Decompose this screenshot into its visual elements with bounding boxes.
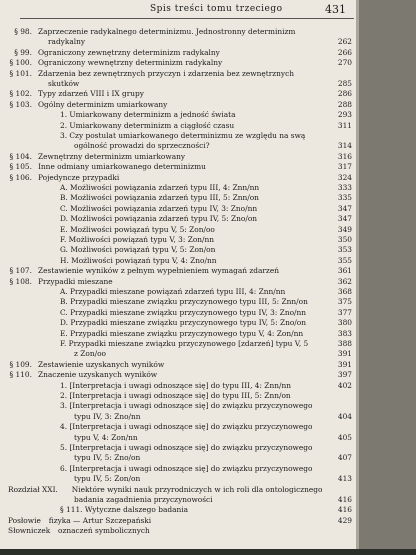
entry-title: typu IV, 3: Zno/nn: [74, 411, 141, 421]
entry-title: 3. Czy postulat umiarkowanego determinizmu ze względu na swą: [60, 131, 306, 140]
entry-title: C. Przypadki mieszane związku przyczynowego typu IV, 3: Zno/nn: [60, 307, 307, 317]
section-label: § 104.: [9, 151, 32, 161]
section-label: Słowniczek: [8, 526, 51, 536]
page-ref: 288: [337, 99, 352, 109]
page-ref: 311: [337, 120, 352, 130]
section-label: § 110.: [9, 370, 32, 380]
page-ref: 350: [337, 235, 352, 244]
page-ref: 413: [337, 474, 352, 484]
page-ref: 429: [337, 515, 352, 525]
page-ref: 270: [337, 58, 352, 68]
entry-title: fizyka — Artur Szczepański: [48, 515, 152, 525]
page-ref: 316: [337, 151, 352, 161]
section-label: § 103.: [9, 99, 32, 109]
entry-title: Inne odmiany umiarkowanego determinizmu: [38, 162, 206, 172]
entry-title: oznaczeń symbolicznych: [58, 526, 150, 536]
entry-title: z Zon/oo: [74, 349, 106, 359]
page-number: 431: [325, 3, 346, 16]
entry-title: B. Możliwości powiązania zdarzeń typu III, 5: Znn/on: [60, 193, 259, 203]
entry-title: Ogólny determinizm umiarkowany: [38, 99, 168, 109]
section-label: Posłowie: [8, 515, 41, 525]
header-rule: [20, 18, 354, 19]
page-ref: 377: [337, 307, 352, 317]
entry-title: 4. [Interpretacja i uwagi odnoszące się] do związku przyczynowego: [60, 422, 313, 432]
entry-title: B. Przypadki mieszane związku przyczynowego typu III, 5: Znn/on: [60, 297, 308, 307]
entry-title: H. Możliwości powiązań typu V, 4: Zno/nn: [60, 255, 217, 265]
page-ref: 361: [337, 266, 352, 276]
section-label: § 109.: [9, 359, 32, 369]
entry-title: Ograniczony zewnętrzny determinizm radykalny: [38, 47, 220, 57]
entry-title: 1. [Interpretacja i uwagi odnoszące się] do typu III, 4: Znn/nn: [60, 380, 291, 390]
entry-title: 6. [Interpretacja i uwagi odnoszące się] do związku przyczynowego: [60, 463, 313, 473]
entry-title: F. Przypadki mieszane związku przyczynowego [zdarzeń] typu V, 5: [60, 339, 309, 348]
entry-title: 3. [Interpretacja i uwagi odnoszące się] do związku przyczynowego: [60, 401, 313, 411]
entry-title: skutków: [48, 79, 80, 88]
entry-title: Typy zdarzeń VIII i IX grupy: [38, 89, 144, 99]
section-label: Rozdział XXI.: [8, 484, 58, 494]
page-ref: 416: [337, 495, 352, 504]
entry-title: typu V, 4: Zon/nn: [74, 432, 138, 442]
section-label: § 99.: [14, 47, 32, 57]
entry-title: Niektóre wyniki nauk przyrodniczych w ich roli dla ontologicznego: [71, 484, 323, 494]
page-ref: 355: [337, 255, 352, 265]
running-title: Spis treści tomu trzeciego: [150, 4, 283, 14]
entry-title: F. Możliwości powiązań typu V, 3: Zon/nn: [60, 235, 215, 244]
page-ref: 397: [337, 370, 352, 380]
page-ref: 314: [337, 141, 352, 151]
section-label: § 107.: [9, 266, 32, 276]
page-right-edge: [356, 0, 416, 555]
entry-title: typu IV, 5: Zno/on: [74, 453, 141, 463]
entry-title: 2. [Interpretacja i uwagi odnoszące się] do typu III, 5: Znn/on: [60, 391, 291, 400]
section-label: § 105.: [9, 162, 32, 172]
page-ref: 335: [337, 193, 352, 203]
page-ref: 402: [337, 380, 352, 390]
entry-title: radykalny: [48, 37, 86, 47]
page-ref: 353: [337, 245, 352, 255]
page-ref: 383: [337, 328, 352, 338]
entry-title: Znaczenie uzyskanych wyników: [38, 370, 158, 380]
entry-title: A. Możliwości powiązania zdarzeń typu III, 4: Znn/nn: [60, 183, 260, 192]
page-ref: 391: [337, 349, 352, 359]
page-ref: 362: [337, 276, 352, 286]
entry-title: E. Możliwości powiązań typu V, 5: Zon/oo: [60, 224, 215, 234]
section-label: § 101.: [9, 68, 32, 78]
entry-title: Zestawienie uzyskanych wyników: [38, 359, 165, 369]
section-label: § 108.: [9, 276, 32, 286]
entry-title: G. Możliwości powiązań typu V, 5: Zon/on: [60, 245, 216, 255]
entry-title: 5. [Interpretacja i uwagi odnoszące się] do związku przyczynowego: [60, 443, 313, 452]
entry-title: D. Przypadki mieszane związku przyczynowego typu IV, 5: Zno/on: [60, 318, 307, 328]
page-ref: 405: [337, 432, 352, 442]
entry-title: Zaprzeczenie radykalnego determinizmu. Jednostronny determinizm: [38, 27, 296, 36]
entry-title: Pojedyncze przypadki: [38, 172, 120, 182]
page-ref: 347: [337, 214, 352, 224]
page-ref: 404: [337, 411, 352, 421]
page-ref: 347: [337, 203, 352, 213]
page-bottom-edge: [0, 549, 416, 555]
section-label: § 98.: [14, 27, 32, 36]
page-ref: 368: [337, 287, 352, 296]
page-ref: 380: [337, 318, 352, 328]
section-label: § 102.: [9, 89, 32, 99]
entry-title: Zdarzenia bez zewnętrznych przyczyn i zdarzenia bez zewnętrznych: [38, 68, 294, 78]
page-ref: 333: [337, 183, 352, 192]
entry-title: Ograniczony wewnętrzny determinizm radykalny: [38, 58, 223, 68]
entry-title: 2. Umiarkowany determinizm a ciągłość czasu: [60, 120, 235, 130]
page-ref: 324: [337, 172, 352, 182]
page-ref: 416: [337, 505, 352, 515]
section-label: § 106.: [9, 172, 32, 182]
entry-title: ogólność prowadzi do sprzeczności?: [74, 141, 210, 151]
page-ref: 388: [337, 339, 352, 348]
page-ref: 266: [337, 47, 352, 57]
entry-title: E. Przypadki mieszane związku przyczynowego typu V, 4: Zon/nn: [60, 328, 304, 338]
entry-title: Przypadki mieszane: [38, 276, 113, 286]
page-ref: 375: [337, 297, 352, 307]
page-ref: 317: [337, 162, 352, 172]
entry-title: Zewnętrzny determinizm umiarkowany: [38, 151, 186, 161]
page-ref: 286: [337, 89, 352, 99]
entry-title: A. Przypadki mieszane powiązań zdarzeń typu III, 4: Znn/nn: [60, 287, 286, 296]
entry-title: § 111. Wytyczne dalszego badania: [60, 505, 189, 515]
entry-title: typu IV, 5: Zon/on: [74, 474, 141, 484]
page-ref: 391: [337, 359, 352, 369]
page-ref: 285: [337, 79, 352, 88]
page-ref: 407: [337, 453, 352, 463]
entry-title: badania zagadnienia przyczynowości: [74, 495, 213, 504]
entry-title: Zestawienie wyników z pełnym wypełnieniem wymagań zdarzeń: [38, 266, 279, 276]
entry-title: D. Możliwości powiązania zdarzeń typu IV, 5: Zno/on: [60, 214, 258, 224]
entry-title: C. Możliwości powiązania zdarzeń typu IV, 3: Zno/nn: [60, 203, 258, 213]
page-ref: 349: [337, 224, 352, 234]
section-label: § 100.: [9, 58, 32, 68]
page-ref: 293: [337, 110, 352, 120]
entry-title: 1. Umiarkowany determinizm a jedność świata: [60, 110, 236, 120]
page-ref: 262: [337, 37, 352, 47]
